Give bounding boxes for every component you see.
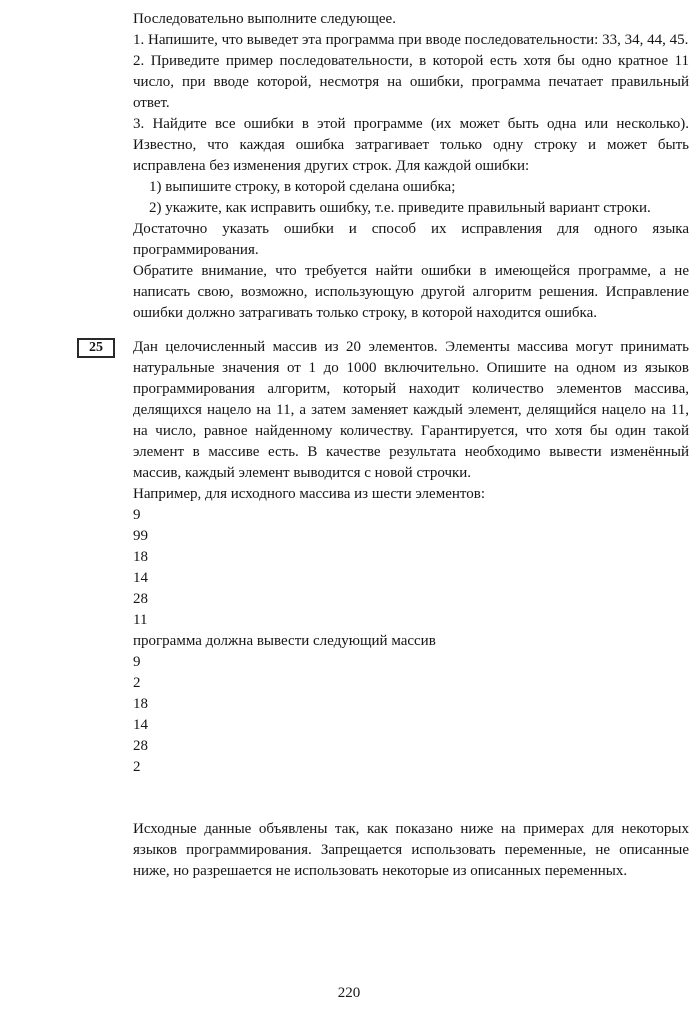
example-output-line: 9 <box>133 654 141 670</box>
page-number: 220 <box>337 985 361 1001</box>
example-input-line: 28 <box>133 591 148 607</box>
example-output-line: 2 <box>133 759 141 775</box>
example-output-line: 2 <box>133 675 141 691</box>
intro-subitem-2: 2) укажите, как исправить ошибку, т.е. приведите правильный вариант строки. <box>149 200 651 216</box>
example-input-line: 9 <box>133 507 141 523</box>
example-input-line: 99 <box>133 528 148 544</box>
example-intro: Например, для исходного массива из шести элементов: <box>133 486 485 502</box>
intro-note-2: Обратите внимание, что требуется найти ошибки в имеющейся программе, а не написать свою, возможно, использующую другой алгоритм решения. Исправление ошибки должно затрагивать только строку, в которой находится ошибка. <box>133 263 689 321</box>
example-mid-text: программа должна вывести следующий массив <box>133 633 436 649</box>
example-input-line: 11 <box>133 612 148 628</box>
task-number: 25 <box>89 340 103 355</box>
intro-item-2: 2. Приведите пример последовательности, в которой есть хотя бы одно кратное 11 число, при вводе которой, несмотря на ошибки, программа печатает правильный ответ. <box>133 53 689 111</box>
task-body: Дан целочисленный массив из 20 элементов. Элементы массива могут принимать натуральные значения от 1 до 1000 включительно. Опишите на одном из языков программирования алгоритм, который находит количество элементов массива, делящихся нацело на 11, а затем заменяет каждый элемент, делящийся нацело на 11, на число, равное найденному количеству. Гарантируется, что хотя бы один такой элемент в массиве есть. В качестве результата необходимо вывести изменённый массив, каждый элемент выводится с новой строчки. <box>133 339 689 481</box>
section-gap <box>133 778 689 819</box>
example-output-line: 18 <box>133 696 148 712</box>
intro-note-1: Достаточно указать ошибки и способ их исправления для одного языка программирования. <box>133 221 689 258</box>
footer-paragraph: Исходные данные объявлены так, как показано ниже на примерах для некоторых языков программирования. Запрещается использовать переменные, не описанные ниже, но разрешается не использовать некоторые из описанных переменных. <box>133 821 689 879</box>
example-output-line: 14 <box>133 717 148 733</box>
intro-subitem-1: 1) выпишите строку, в которой сделана ошибка; <box>149 179 456 195</box>
example-input-line: 14 <box>133 570 148 586</box>
example-input-line: 18 <box>133 549 148 565</box>
intro-lead: Последовательно выполните следующее. <box>133 11 396 27</box>
task-number-box <box>77 338 115 358</box>
page-content <box>89 9 689 882</box>
task-25-section <box>89 337 689 778</box>
example-output-line: 28 <box>133 738 148 754</box>
intro-item-1: 1. Напишите, что выведет эта программа при вводе последовательности: 33, 34, 44, 45. <box>133 32 689 48</box>
intro-item-3: 3. Найдите все ошибки в этой программе (их может быть одна или несколько). Известно, что каждая ошибка затрагивает только одну строку и может быть исправлена без изменения других строк. Для каждой ошибки: <box>133 116 689 174</box>
